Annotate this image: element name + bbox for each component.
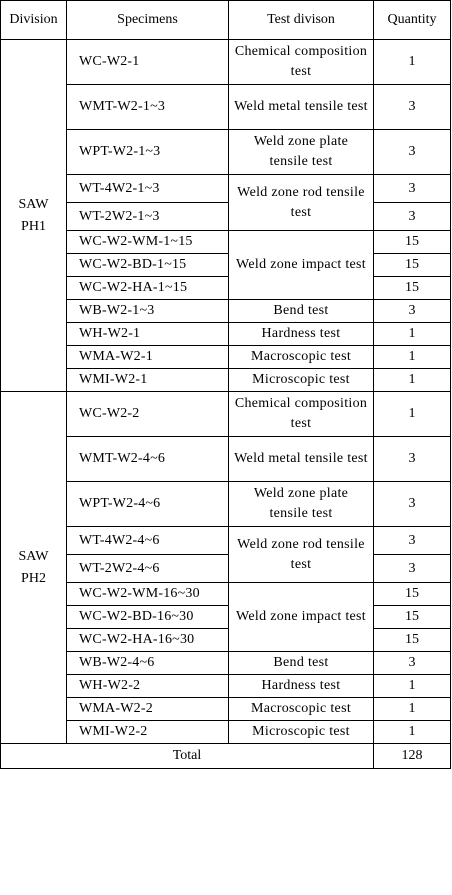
quantity-cell: 3: [374, 203, 451, 231]
test-cell: Weld metal tensile test: [229, 437, 374, 482]
specimen-cell: WPT-W2-1~3: [67, 130, 229, 175]
total-row: [1, 744, 451, 769]
specimen-cell: WT-4W2-4~6: [67, 527, 229, 555]
quantity-cell: 1: [374, 698, 451, 721]
specimen-cell: WC-W2-WM-1~15: [67, 231, 229, 254]
table-row: [1, 175, 451, 203]
quantity-cell: 15: [374, 231, 451, 254]
table-row: [1, 555, 451, 583]
division-cell-ph1: [1, 40, 67, 392]
header-test-division: Test divison: [229, 1, 374, 40]
specimen-cell: WB-W2-4~6: [67, 652, 229, 675]
specimen-cell: WMA-W2-1: [67, 346, 229, 369]
specimen-cell: WH-W2-2: [67, 675, 229, 698]
quantity-cell: 3: [374, 527, 451, 555]
table-row: [1, 231, 451, 254]
quantity-cell: 3: [374, 482, 451, 527]
specimen-cell: WC-W2-WM-16~30: [67, 583, 229, 606]
test-cell: Microscopic test: [229, 369, 374, 392]
test-cell: Weld zone rod tensile test: [229, 527, 374, 583]
quantity-cell: 3: [374, 437, 451, 482]
table-row: [1, 583, 451, 606]
table-row: [1, 254, 451, 277]
table-row: [1, 40, 451, 85]
header-quantity: Quantity: [374, 1, 451, 40]
total-label: Total: [1, 744, 374, 769]
specimen-cell: WC-W2-BD-16~30: [67, 606, 229, 629]
test-cell: Weld zone impact test: [229, 231, 374, 300]
quantity-cell: 3: [374, 555, 451, 583]
division-label: SAW: [18, 548, 49, 564]
test-cell: Chemical composition test: [229, 392, 374, 437]
test-cell: Weld zone plate tensile test: [229, 482, 374, 527]
quantity-cell: 1: [374, 346, 451, 369]
test-cell: Microscopic test: [229, 721, 374, 744]
test-cell: Bend test: [229, 300, 374, 323]
specimen-cell: WT-2W2-4~6: [67, 555, 229, 583]
test-cell: Macroscopic test: [229, 346, 374, 369]
quantity-cell: 3: [374, 130, 451, 175]
table-row: [1, 369, 451, 392]
header-specimens: Specimens: [67, 1, 229, 40]
specimen-cell: WC-W2-BD-1~15: [67, 254, 229, 277]
header-row: [1, 1, 451, 40]
quantity-cell: 15: [374, 277, 451, 300]
table-row: [1, 277, 451, 300]
quantity-cell: 1: [374, 675, 451, 698]
specimen-cell: WC-W2-HA-16~30: [67, 629, 229, 652]
table-row: [1, 721, 451, 744]
specimen-cell: WMA-W2-2: [67, 698, 229, 721]
test-cell: Bend test: [229, 652, 374, 675]
division-label: PH1: [21, 218, 46, 234]
quantity-cell: 15: [374, 583, 451, 606]
specimen-cell: WT-4W2-1~3: [67, 175, 229, 203]
table-row: [1, 675, 451, 698]
division-label: SAW: [18, 196, 49, 212]
table-row: [1, 527, 451, 555]
table-row: [1, 203, 451, 231]
test-cell: Hardness test: [229, 675, 374, 698]
table-row: [1, 698, 451, 721]
division-cell-ph2: [1, 392, 67, 744]
quantity-cell: 15: [374, 606, 451, 629]
specimen-cell: WMI-W2-1: [67, 369, 229, 392]
quantity-cell: 1: [374, 323, 451, 346]
quantity-cell: 15: [374, 254, 451, 277]
table-row: [1, 346, 451, 369]
quantity-cell: 3: [374, 175, 451, 203]
specimen-cell: WMT-W2-4~6: [67, 437, 229, 482]
specimen-cell: WMT-W2-1~3: [67, 85, 229, 130]
specimen-cell: WMI-W2-2: [67, 721, 229, 744]
table-row: [1, 300, 451, 323]
specimen-cell: WB-W2-1~3: [67, 300, 229, 323]
table-row: [1, 437, 451, 482]
table-row: [1, 482, 451, 527]
specimen-cell: WPT-W2-4~6: [67, 482, 229, 527]
specimen-cell: WH-W2-1: [67, 323, 229, 346]
table-row: [1, 323, 451, 346]
test-cell: Hardness test: [229, 323, 374, 346]
test-cell: Weld zone plate tensile test: [229, 130, 374, 175]
quantity-cell: 1: [374, 369, 451, 392]
specimen-cell: WC-W2-HA-1~15: [67, 277, 229, 300]
table-row: [1, 85, 451, 130]
test-cell: Weld zone impact test: [229, 583, 374, 652]
specimen-cell: WT-2W2-1~3: [67, 203, 229, 231]
quantity-cell: 3: [374, 652, 451, 675]
quantity-cell: 1: [374, 392, 451, 437]
quantity-cell: 1: [374, 40, 451, 85]
test-cell: Macroscopic test: [229, 698, 374, 721]
quantity-cell: 3: [374, 300, 451, 323]
division-label: PH2: [21, 570, 46, 586]
specimen-cell: WC-W2-2: [67, 392, 229, 437]
table-row: [1, 392, 451, 437]
quantity-cell: 3: [374, 85, 451, 130]
table-row: [1, 629, 451, 652]
test-cell: Weld metal tensile test: [229, 85, 374, 130]
table-row: [1, 652, 451, 675]
test-cell: Chemical composition test: [229, 40, 374, 85]
quantity-cell: 1: [374, 721, 451, 744]
specimen-cell: WC-W2-1: [67, 40, 229, 85]
quantity-cell: 15: [374, 629, 451, 652]
table-row: [1, 130, 451, 175]
table-row: [1, 606, 451, 629]
test-cell: Weld zone rod tensile test: [229, 175, 374, 231]
total-quantity: 128: [374, 744, 451, 769]
header-division: Division: [1, 1, 67, 40]
